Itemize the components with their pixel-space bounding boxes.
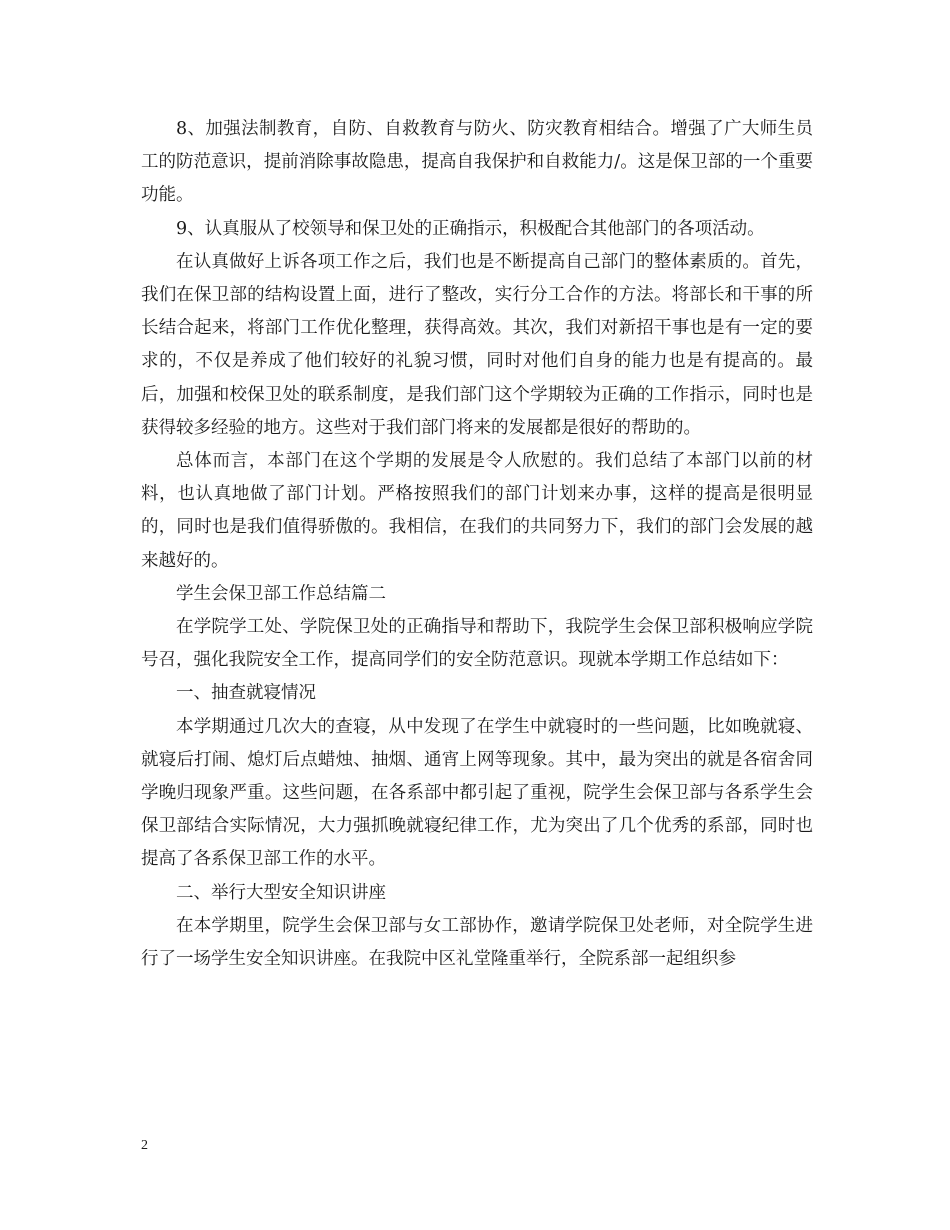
document-body bbox=[141, 113, 813, 976]
section-title-part-two: 学生会保卫部工作总结篇二 bbox=[176, 583, 386, 604]
paragraph-item-8: 8、加强法制教育，自防、自救教育与防火、防灾教育相结合。增强了广大师生员工的防范意识，提前消除事故隐患，提高自我保护和自救能力/。这是保卫部的一个重要功能。 bbox=[141, 119, 813, 206]
paragraph-quality-improvement: 在认真做好上诉各项工作之后，我们也是不断提高自己部门的整体素质的。首先，我们在保卫部的结构设置上面，进行了整改，实行分工合作的方法。将部长和干事的所长结合起来，将部门工作优化整理，获得高效。其次，我们对新招干事也是有一定的要求的，不仅是养成了他们较好的礼貌习惯，同时对他们自身的能力也是有提高的。最后，加强和校保卫处的联系制度，是我们部门这个学期较为正确的工作指示，同时也是获得较多经验的地方。这些对于我们部门将来的发展都是很好的帮助的。 bbox=[141, 251, 813, 438]
paragraph-item-9: 9、认真服从了校领导和保卫处的正确指示，积极配合其他部门的各项活动。 bbox=[176, 218, 765, 239]
paragraph-safety-lecture: 在本学期里，院学生会保卫部与女工部协作，邀请学院保卫处老师，对全院学生进行了一场学生安全知识讲座。在我院中区礼堂隆重举行，全院系部一起组织参 bbox=[141, 915, 813, 970]
page-number: 2 bbox=[141, 1138, 148, 1153]
heading-dorm-inspection: 一、抽查就寝情况 bbox=[176, 683, 316, 704]
heading-safety-lecture: 二、举行大型安全知识讲座 bbox=[176, 882, 386, 903]
paragraph-overall-summary: 总体而言，本部门在这个学期的发展是令人欣慰的。我们总结了本部门以前的材料，也认真地做了部门计划。严格按照我们的部门计划来办事，这样的提高是很明显的，同时也是我们值得骄傲的。我相信，在我们的共同努力下，我们的部门会发展的越来越好的。 bbox=[141, 451, 813, 571]
paragraph-dorm-inspection: 本学期通过几次大的查寝，从中发现了在学生中就寝时的一些问题，比如晚就寝、就寝后打闹、熄灯后点蜡烛、抽烟、通宵上网等现象。其中，最为突出的就是各宿舍同学晚归现象严重。这些问题，在各系部中都引起了重视，院学生会保卫部与各系学生会保卫部结合实际情况，大力强抓晚就寝纪律工作，尤为突出了几个优秀的系部，同时也提高了各系保卫部工作的水平。 bbox=[141, 716, 813, 870]
paragraph-introduction: 在学院学工处、学院保卫处的正确指导和帮助下，我院学生会保卫部积极响应学院号召，强化我院安全工作，提高同学们的安全防范意识。现就本学期工作总结如下： bbox=[141, 617, 813, 671]
